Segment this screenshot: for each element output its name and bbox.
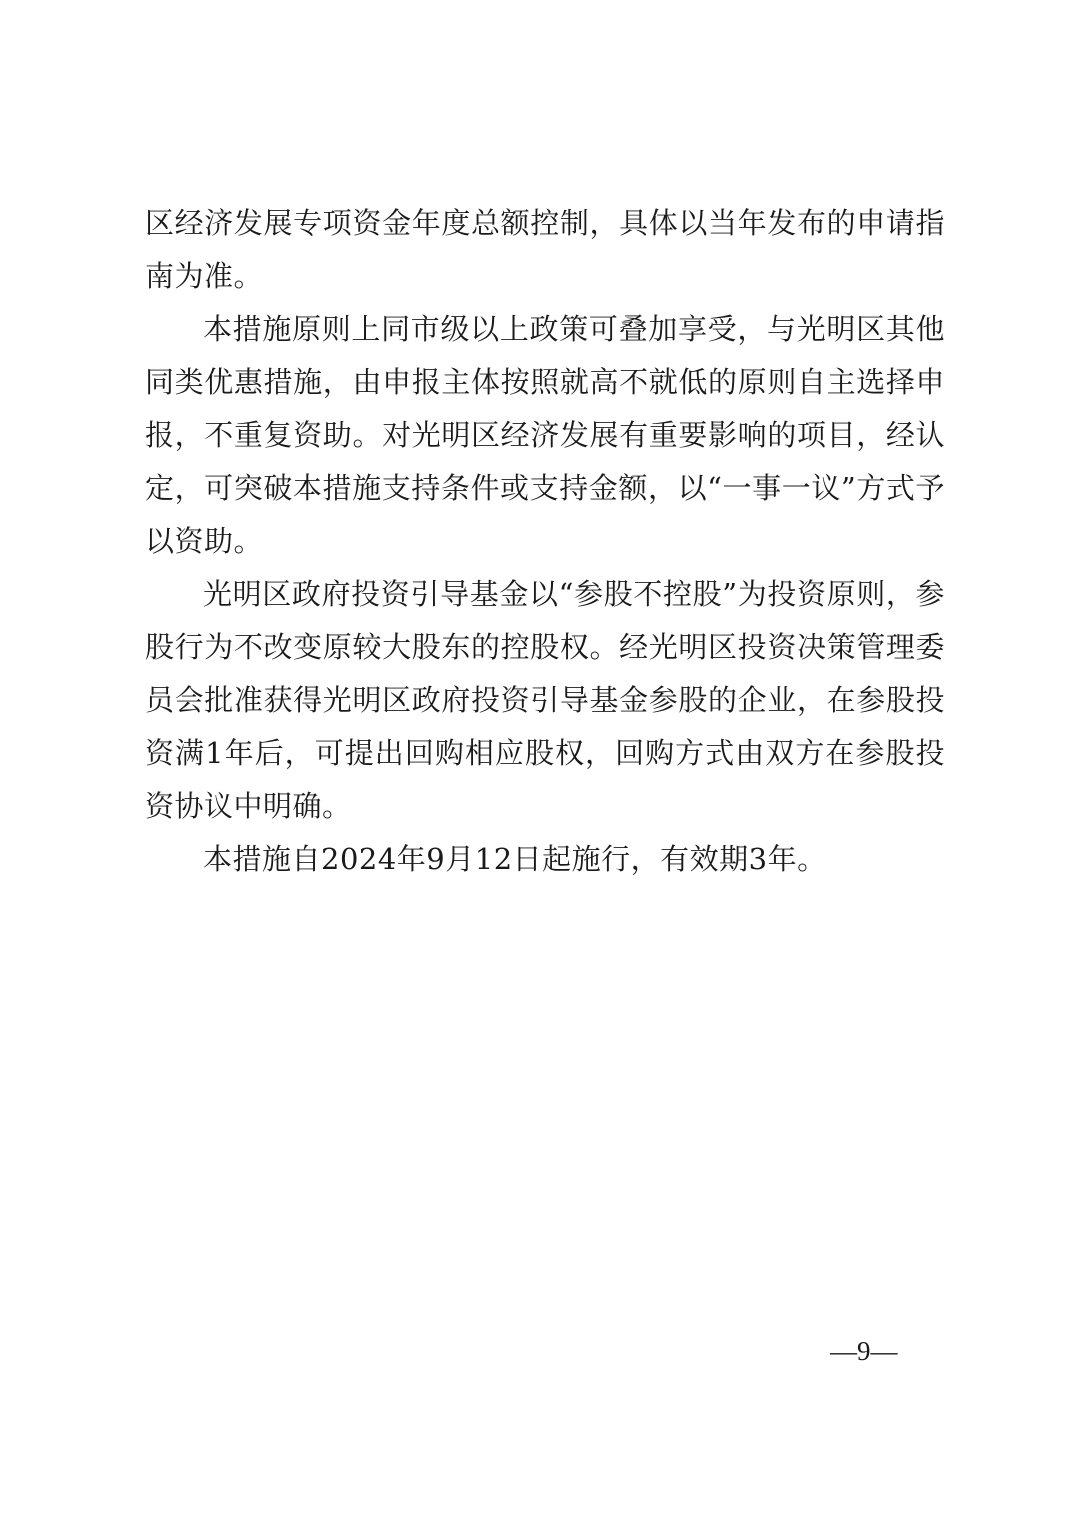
- paragraph-effective-date: 本措施自2024年9月12日起施行，有效期3年。: [203, 842, 827, 876]
- paragraph-policy-stacking: 本措施原则上同市级以上政策可叠加享受，与光明区其他同类优惠措施，由申报主体按照就高不就低的原则自主选择申报，不重复资助。对光明区经济发展有重要影响的项目，经认定，可突破本措施支持条件或支持金额，以“一事一议”方式予以资助。: [145, 312, 945, 558]
- document-body: [145, 197, 945, 886]
- page-number: —9—: [830, 1336, 898, 1366]
- paragraph-guidance-fund: 光明区政府投资引导基金以“参股不控股”为投资原则，参股行为不改变原较大股东的控股权。经光明区投资决策管理委员会批准获得光明区政府投资引导基金参股的企业，在参股投资满1年后，可提出回购相应股权，回购方式由双方在参股投资协议中明确。: [145, 577, 945, 823]
- paragraph-funding-control: 区经济发展专项资金年度总额控制，具体以当年发布的申请指南为准。: [145, 206, 945, 293]
